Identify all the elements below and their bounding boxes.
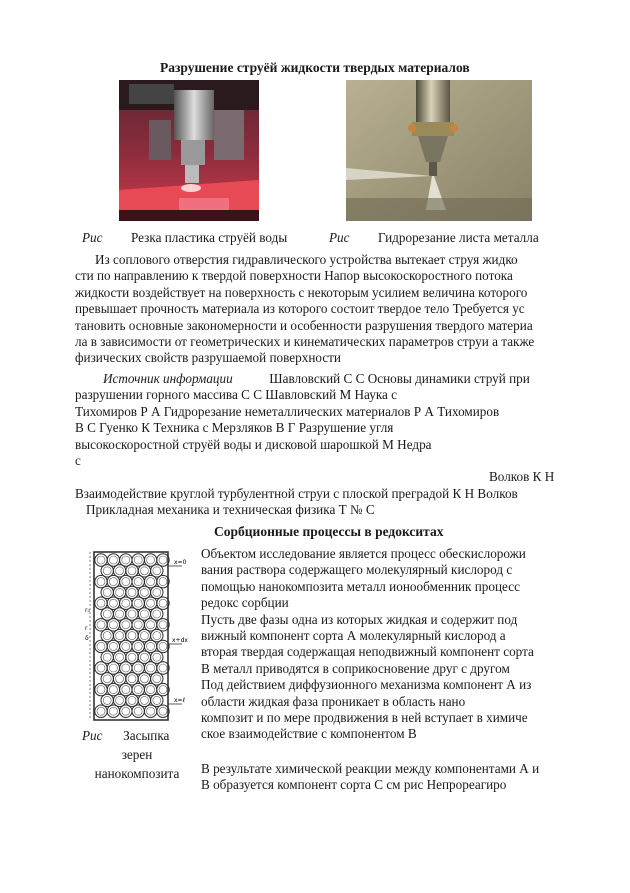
grain-circle xyxy=(138,565,150,577)
grain-core xyxy=(122,621,130,629)
grain-core xyxy=(103,567,111,575)
figure-label-right: Рис xyxy=(329,230,350,245)
grain-circle xyxy=(144,640,156,652)
grain-core xyxy=(109,621,117,629)
grain-core xyxy=(122,578,130,586)
paragraph-line: ла в зависимости от геометрических и кинематических параметров струи а также xyxy=(75,334,535,350)
grain-circle xyxy=(95,575,107,587)
source-text: Прикладная механика и техническая физика Т № С xyxy=(86,502,375,517)
grain-core xyxy=(159,621,167,629)
grain-circle xyxy=(132,575,144,587)
grain-core xyxy=(153,632,161,640)
grain-core xyxy=(128,610,136,618)
grain-circle xyxy=(107,575,119,587)
source-text: разрушении горного массива С С Шавловский М Наука с xyxy=(75,387,398,403)
grain-circle xyxy=(138,673,150,685)
grain-core xyxy=(122,642,130,650)
grain-circle xyxy=(138,694,150,706)
grain-circle xyxy=(126,694,138,706)
grain-circle xyxy=(120,705,132,717)
page-title: Разрушение струёй жидкости твердых материалов xyxy=(160,60,470,75)
grain-circle xyxy=(113,586,125,598)
paragraph-line: вижный компонент сорта А молекулярный кислород а xyxy=(201,628,506,644)
grain-core xyxy=(140,610,148,618)
grain-circle xyxy=(101,651,113,663)
grain-core xyxy=(147,707,155,715)
paragraph-line: композит и по мере продвижения в ней вступает в химиче xyxy=(201,710,528,726)
paragraph-line: Под действием диффузионного механизма компонент А из xyxy=(201,677,532,693)
grain-core xyxy=(153,567,161,575)
grain-circle xyxy=(95,705,107,717)
grain-circle xyxy=(144,554,156,566)
grain-core xyxy=(153,675,161,683)
grain-circle xyxy=(101,565,113,577)
paragraph-line: ское взаимодействие с компонентом В xyxy=(201,726,417,742)
grain-core xyxy=(147,599,155,607)
grain-core xyxy=(147,578,155,586)
grain-core xyxy=(134,707,142,715)
grain-circle xyxy=(95,683,107,695)
diagram-label: δ xyxy=(85,635,89,642)
plastic-cutting-photo xyxy=(119,80,259,221)
paragraph-line: В результате химической реакции между компонентами А и xyxy=(201,761,540,776)
grain-circle xyxy=(120,619,132,631)
grain-circle xyxy=(144,662,156,674)
grain-circle xyxy=(107,705,119,717)
sources-block xyxy=(75,371,565,469)
grain-circle xyxy=(101,673,113,685)
grain-circle xyxy=(95,640,107,652)
grain-circle xyxy=(151,629,163,641)
figure-caption-diagram xyxy=(82,728,192,782)
grain-core xyxy=(109,642,117,650)
grain-circle xyxy=(120,554,132,566)
grain-core xyxy=(147,621,155,629)
grain-core xyxy=(134,599,142,607)
grain-core xyxy=(103,675,111,683)
source-text: Шавловский С С Основы динамики струй при xyxy=(269,371,530,386)
grain-core xyxy=(122,686,130,694)
grain-core xyxy=(122,707,130,715)
grain-circle xyxy=(138,608,150,620)
grain-circle xyxy=(113,651,125,663)
paragraph-line: вания раствора содержащего молекулярный кислород с xyxy=(201,562,513,578)
source-text: с xyxy=(75,453,81,469)
grain-circle xyxy=(144,597,156,609)
grain-core xyxy=(128,588,136,596)
grain-core xyxy=(140,632,148,640)
grain-circle xyxy=(120,575,132,587)
grain-circle xyxy=(113,629,125,641)
grain-circle xyxy=(138,651,150,663)
grain-core xyxy=(122,599,130,607)
grain-core xyxy=(97,599,105,607)
diagram-label: x=ℓ xyxy=(174,697,186,704)
grain-circle xyxy=(95,662,107,674)
grain-circle xyxy=(132,554,144,566)
grain-core xyxy=(153,588,161,596)
grain-circle xyxy=(126,673,138,685)
grain-core xyxy=(134,578,142,586)
figure-caption-left: Резка пластика струёй воды xyxy=(131,230,288,245)
source-text: Волков К Н xyxy=(489,469,555,484)
sources-label: Источник информации xyxy=(103,371,233,386)
paragraph-line: вторая твердая содержащая неподвижный компонент сорта xyxy=(201,644,534,660)
diagram-label: x+dx xyxy=(172,637,188,644)
grain-core xyxy=(109,578,117,586)
figure-caption-right: Гидрорезание листа металла xyxy=(378,230,539,245)
grain-core xyxy=(122,664,130,672)
grain-circle xyxy=(138,629,150,641)
grain-circle xyxy=(144,683,156,695)
grain-core xyxy=(109,686,117,694)
grain-circle xyxy=(113,565,125,577)
grain-circle xyxy=(120,662,132,674)
figure-caption-text: нанокомпозита xyxy=(94,766,180,781)
grain-circle xyxy=(132,597,144,609)
grain-core xyxy=(128,632,136,640)
grain-circle xyxy=(132,619,144,631)
grain-circle xyxy=(126,629,138,641)
grain-core xyxy=(153,696,161,704)
grain-circle xyxy=(126,565,138,577)
grain-circle xyxy=(144,705,156,717)
paragraph-jet-intro xyxy=(75,252,565,367)
grain-bed-diagram xyxy=(84,548,196,726)
grain-core xyxy=(140,588,148,596)
source-text: В С Гуенко К Техника с Мерзляков В Г Разрушение угля xyxy=(75,420,394,436)
grain-core xyxy=(97,707,105,715)
grain-core xyxy=(134,642,142,650)
grain-core xyxy=(103,588,111,596)
grain-core xyxy=(116,675,124,683)
source-text: Взаимодействие круглой турбулентной струи с плоской преградой К Н Волков xyxy=(75,486,518,501)
paragraph-line: редокс сорбции xyxy=(201,595,289,611)
grain-core xyxy=(128,567,136,575)
paragraph-reaction xyxy=(201,761,561,794)
grain-core xyxy=(147,664,155,672)
grain-circle xyxy=(107,662,119,674)
grain-core xyxy=(159,686,167,694)
metal-cutting-photo xyxy=(346,80,532,221)
grain-core xyxy=(140,675,148,683)
grain-core xyxy=(97,686,105,694)
grain-core xyxy=(116,696,124,704)
grain-core xyxy=(116,567,124,575)
grain-core xyxy=(103,632,111,640)
grain-circle xyxy=(151,608,163,620)
grain-circle xyxy=(101,586,113,598)
grain-circle xyxy=(95,554,107,566)
grain-circle xyxy=(107,597,119,609)
grain-circle xyxy=(132,640,144,652)
paragraph-line: превышает прочность материала из которого состоит твердое тело Требуется ус xyxy=(75,301,525,317)
paragraph-line: помощью нанокомпозита металл ионообменник процесс xyxy=(201,578,520,594)
grain-core xyxy=(134,664,142,672)
grain-core xyxy=(109,556,117,564)
grain-core xyxy=(116,610,124,618)
grain-core xyxy=(140,653,148,661)
grain-circle xyxy=(101,608,113,620)
grain-core xyxy=(147,642,155,650)
grain-core xyxy=(159,642,167,650)
grain-circle xyxy=(107,640,119,652)
source-text: высокоскоростной струёй воды и дисковой шарошкой М Недра xyxy=(75,436,432,452)
grain-circle xyxy=(151,673,163,685)
grain-core xyxy=(134,556,142,564)
grain-circle xyxy=(120,683,132,695)
grain-core xyxy=(140,567,148,575)
paragraph-line: тановить основные закономерности и особенности разрушения твердого материа xyxy=(75,317,533,333)
grain-core xyxy=(128,675,136,683)
grain-core xyxy=(159,578,167,586)
figure-label-diagram: Рис xyxy=(82,728,103,743)
grain-core xyxy=(159,707,167,715)
paragraph-line: физических свойств разрушаемой поверхности xyxy=(75,350,341,366)
grain-core xyxy=(159,664,167,672)
grain-circle xyxy=(120,640,132,652)
grain-core xyxy=(116,653,124,661)
grain-core xyxy=(109,707,117,715)
grain-core xyxy=(134,686,142,694)
grain-core xyxy=(134,621,142,629)
grain-core xyxy=(147,686,155,694)
grain-circle xyxy=(95,619,107,631)
grain-core xyxy=(140,696,148,704)
grain-circle xyxy=(101,694,113,706)
grain-core xyxy=(97,578,105,586)
source-text: Тихомиров Р А Гидрорезание неметаллических материалов Р А Тихомиров xyxy=(75,403,500,419)
grain-circle xyxy=(107,554,119,566)
figure-caption-text: зерен xyxy=(121,747,153,762)
grain-core xyxy=(116,588,124,596)
grain-circle xyxy=(120,597,132,609)
paragraph-line: жидкости воздействует на поверхность с некоторым усилием величина которого xyxy=(75,284,528,300)
grain-circle xyxy=(132,683,144,695)
grain-core xyxy=(103,610,111,618)
grain-circle xyxy=(132,705,144,717)
grain-circle xyxy=(107,619,119,631)
grain-core xyxy=(122,556,130,564)
grain-circle xyxy=(113,673,125,685)
grain-core xyxy=(159,556,167,564)
grain-core xyxy=(147,556,155,564)
grain-circle xyxy=(151,565,163,577)
grain-circle xyxy=(132,662,144,674)
figure-caption-text: Засыпка xyxy=(123,728,170,743)
grain-core xyxy=(128,653,136,661)
section-title: Сорбционные процессы в редокситах xyxy=(214,524,444,539)
diagram-label: r xyxy=(85,625,88,632)
grain-circle xyxy=(138,586,150,598)
grain-core xyxy=(97,621,105,629)
grain-circle xyxy=(144,619,156,631)
grain-core xyxy=(109,664,117,672)
diagram-label: r₀ xyxy=(85,607,90,614)
paragraph-line: Пусть две фазы одна из которых жидкая и содержит под xyxy=(201,611,518,627)
grain-circle xyxy=(126,608,138,620)
grain-circle xyxy=(101,629,113,641)
grain-circle xyxy=(113,608,125,620)
paragraph-line: В образуется компонент сорта С см рис Непрореагиро xyxy=(201,777,507,793)
grain-circle xyxy=(107,683,119,695)
grain-core xyxy=(97,556,105,564)
grain-circle xyxy=(144,575,156,587)
grain-circle xyxy=(151,694,163,706)
diagram-label: x=0 xyxy=(174,559,187,566)
grain-circle xyxy=(126,586,138,598)
paragraph-line: Из соплового отверстия гидравлического устройства вытекает струя жидко xyxy=(95,252,518,267)
grain-circle xyxy=(151,586,163,598)
grain-core xyxy=(97,642,105,650)
grain-core xyxy=(109,599,117,607)
paragraph-sorption xyxy=(201,546,561,743)
figure-label-left: Рис xyxy=(82,230,103,245)
grain-core xyxy=(97,664,105,672)
grain-core xyxy=(128,696,136,704)
grain-core xyxy=(116,632,124,640)
grain-core xyxy=(153,610,161,618)
grain-circle xyxy=(126,651,138,663)
paragraph-line: В металл приводятся в соприкосновение друг с другом xyxy=(201,660,510,676)
grain-circle xyxy=(95,597,107,609)
grain-core xyxy=(159,599,167,607)
paragraph-line: Объектом исследование является процесс обескислорожи xyxy=(201,546,526,561)
grain-core xyxy=(103,696,111,704)
grain-core xyxy=(103,653,111,661)
grain-circle xyxy=(113,694,125,706)
paragraph-line: сти по направлению к твердой поверхности Напор высокоскоростного потока xyxy=(75,268,513,284)
grain-circle xyxy=(151,651,163,663)
grain-core xyxy=(153,653,161,661)
paragraph-line: области жидкая фаза проникает в область нано xyxy=(201,693,466,709)
